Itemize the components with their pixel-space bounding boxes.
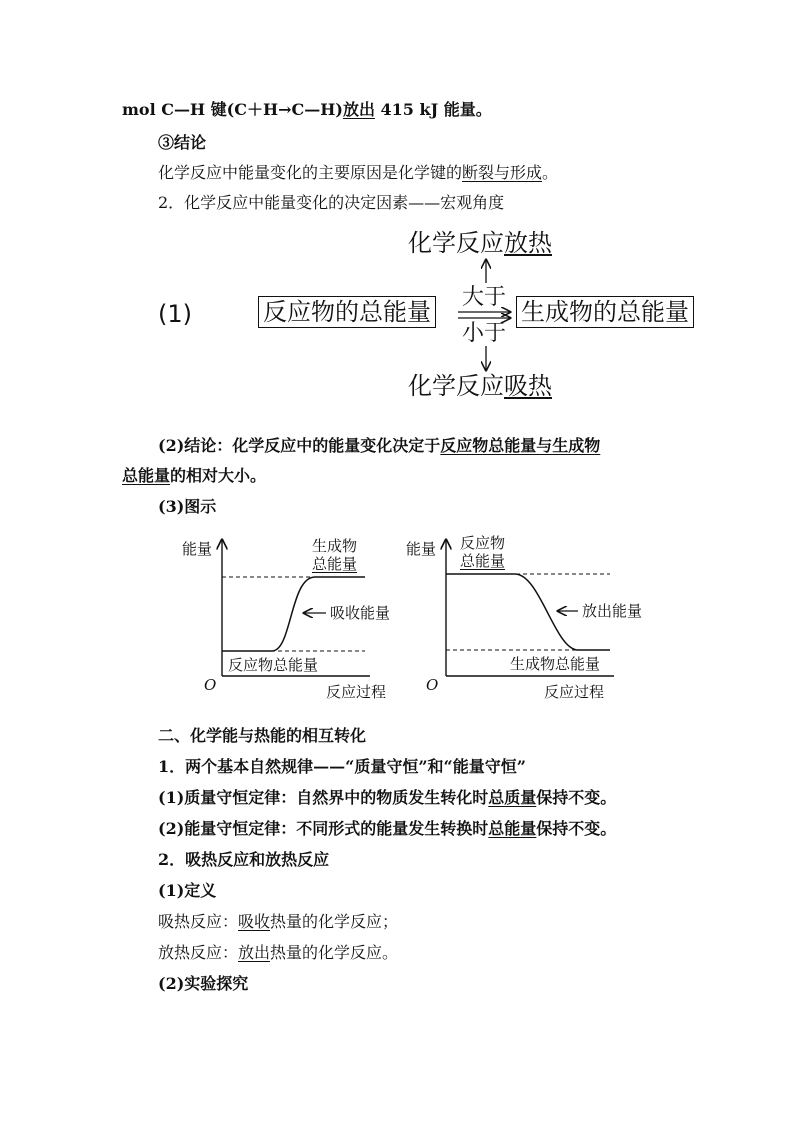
text-line-conclusion-2-cont xyxy=(122,466,266,486)
text-segment: 的相对大小。 xyxy=(170,466,267,485)
text-line-endothermic-def xyxy=(158,912,398,932)
text-segment: 化学反应 xyxy=(408,372,504,400)
underlined-answer: 放热 xyxy=(504,229,552,257)
underlined-answer: 总能量 xyxy=(488,819,537,838)
underlined-answer: 吸热 xyxy=(504,372,552,400)
diagram-greater-label: 大于 xyxy=(462,285,507,310)
graph1-arrow-label: 吸收能量 xyxy=(330,604,391,622)
heading-two-laws: 1．两个基本自然规律——“质量守恒”和“能量守恒” xyxy=(158,757,526,776)
text-segment: (1)质量守恒定律：自然界中的物质发生转化时 xyxy=(158,788,489,807)
graph1-xlabel: 反应过程 xyxy=(326,683,387,701)
underlined-answer: 吸收 xyxy=(238,912,271,931)
graph2-origin: O xyxy=(426,676,439,694)
text-segment: 保持不变。 xyxy=(536,819,617,838)
reactant-energy-box: 反应物的总能量 xyxy=(258,296,436,328)
graph2-arrow-label: 放出能量 xyxy=(582,602,643,620)
section-heading-2: 二、化学能与热能的相互转化 xyxy=(158,726,367,745)
underlined-answer: 放出 xyxy=(238,943,271,962)
underlined-answer: 总能量 xyxy=(122,466,171,485)
text-line-exothermic-def xyxy=(158,943,398,963)
underlined-answer: 放出 xyxy=(342,100,375,119)
text-segment: 化学反应 xyxy=(408,229,504,257)
heading-macro-factor: 2．化学反应中能量变化的决定因素——宏观角度 xyxy=(158,193,505,212)
text-segment: 415 kJ 能量。 xyxy=(374,100,492,119)
product-energy-box: 生成物的总能量 xyxy=(516,296,694,328)
graph1-bottom-label: 反应物总能量 xyxy=(228,656,319,674)
text-segment: 化学反应中能量变化的主要原因是化学键的 xyxy=(158,163,463,182)
text-segment: 热量的化学反应。 xyxy=(270,943,399,962)
text-segment: (2)结论：化学反应中的能量变化决定于 xyxy=(158,436,441,455)
text-segment: mol C—H 键(C＋H→C—H) xyxy=(122,100,343,119)
graph2-bottom-label: 生成物总能量 xyxy=(510,655,601,673)
text-segment: 放热反应： xyxy=(158,943,239,962)
graph2-xlabel: 反应过程 xyxy=(544,683,605,701)
subheading-conclusion: ③结论 xyxy=(158,133,207,152)
diagram-less-label: 小于 xyxy=(462,321,507,346)
graph1-top-label-1: 生成物 xyxy=(312,537,358,555)
text-line-conclusion-2 xyxy=(158,436,600,456)
text-segment: 吸热反应： xyxy=(158,912,239,931)
heading-experiment: (2)实验探究 xyxy=(158,974,249,993)
underlined-answer: 反应物总能量与生成物 xyxy=(440,436,601,455)
text-line-mass-conservation xyxy=(158,788,616,808)
underlined-answer: 断裂与形成 xyxy=(462,163,543,182)
graph2-top-label-1: 反应物 xyxy=(460,534,506,552)
text-segment: 热量的化学反应； xyxy=(270,912,399,931)
underlined-answer: 总质量 xyxy=(488,788,537,807)
graph2-ylabel: 能量 xyxy=(406,540,437,558)
text-segment: (2)能量守恒定律：不同形式的能量发生转换时 xyxy=(158,819,489,838)
text-segment: 。 xyxy=(542,163,559,182)
text-line-energy-conservation xyxy=(158,819,616,839)
graph2-top-label-2: 总能量 xyxy=(460,552,506,570)
graph1-top-label-2: 总能量 xyxy=(312,555,358,573)
text-segment: 保持不变。 xyxy=(536,788,617,807)
graph1-ylabel: 能量 xyxy=(182,540,213,558)
diagram-number: (1) xyxy=(158,300,192,328)
heading-illustration: (3)图示 xyxy=(158,497,217,516)
graph1-origin: O xyxy=(204,676,217,694)
heading-endo-exo: 2．吸热反应和放热反应 xyxy=(158,850,330,869)
heading-definition: (1)定义 xyxy=(158,881,217,900)
